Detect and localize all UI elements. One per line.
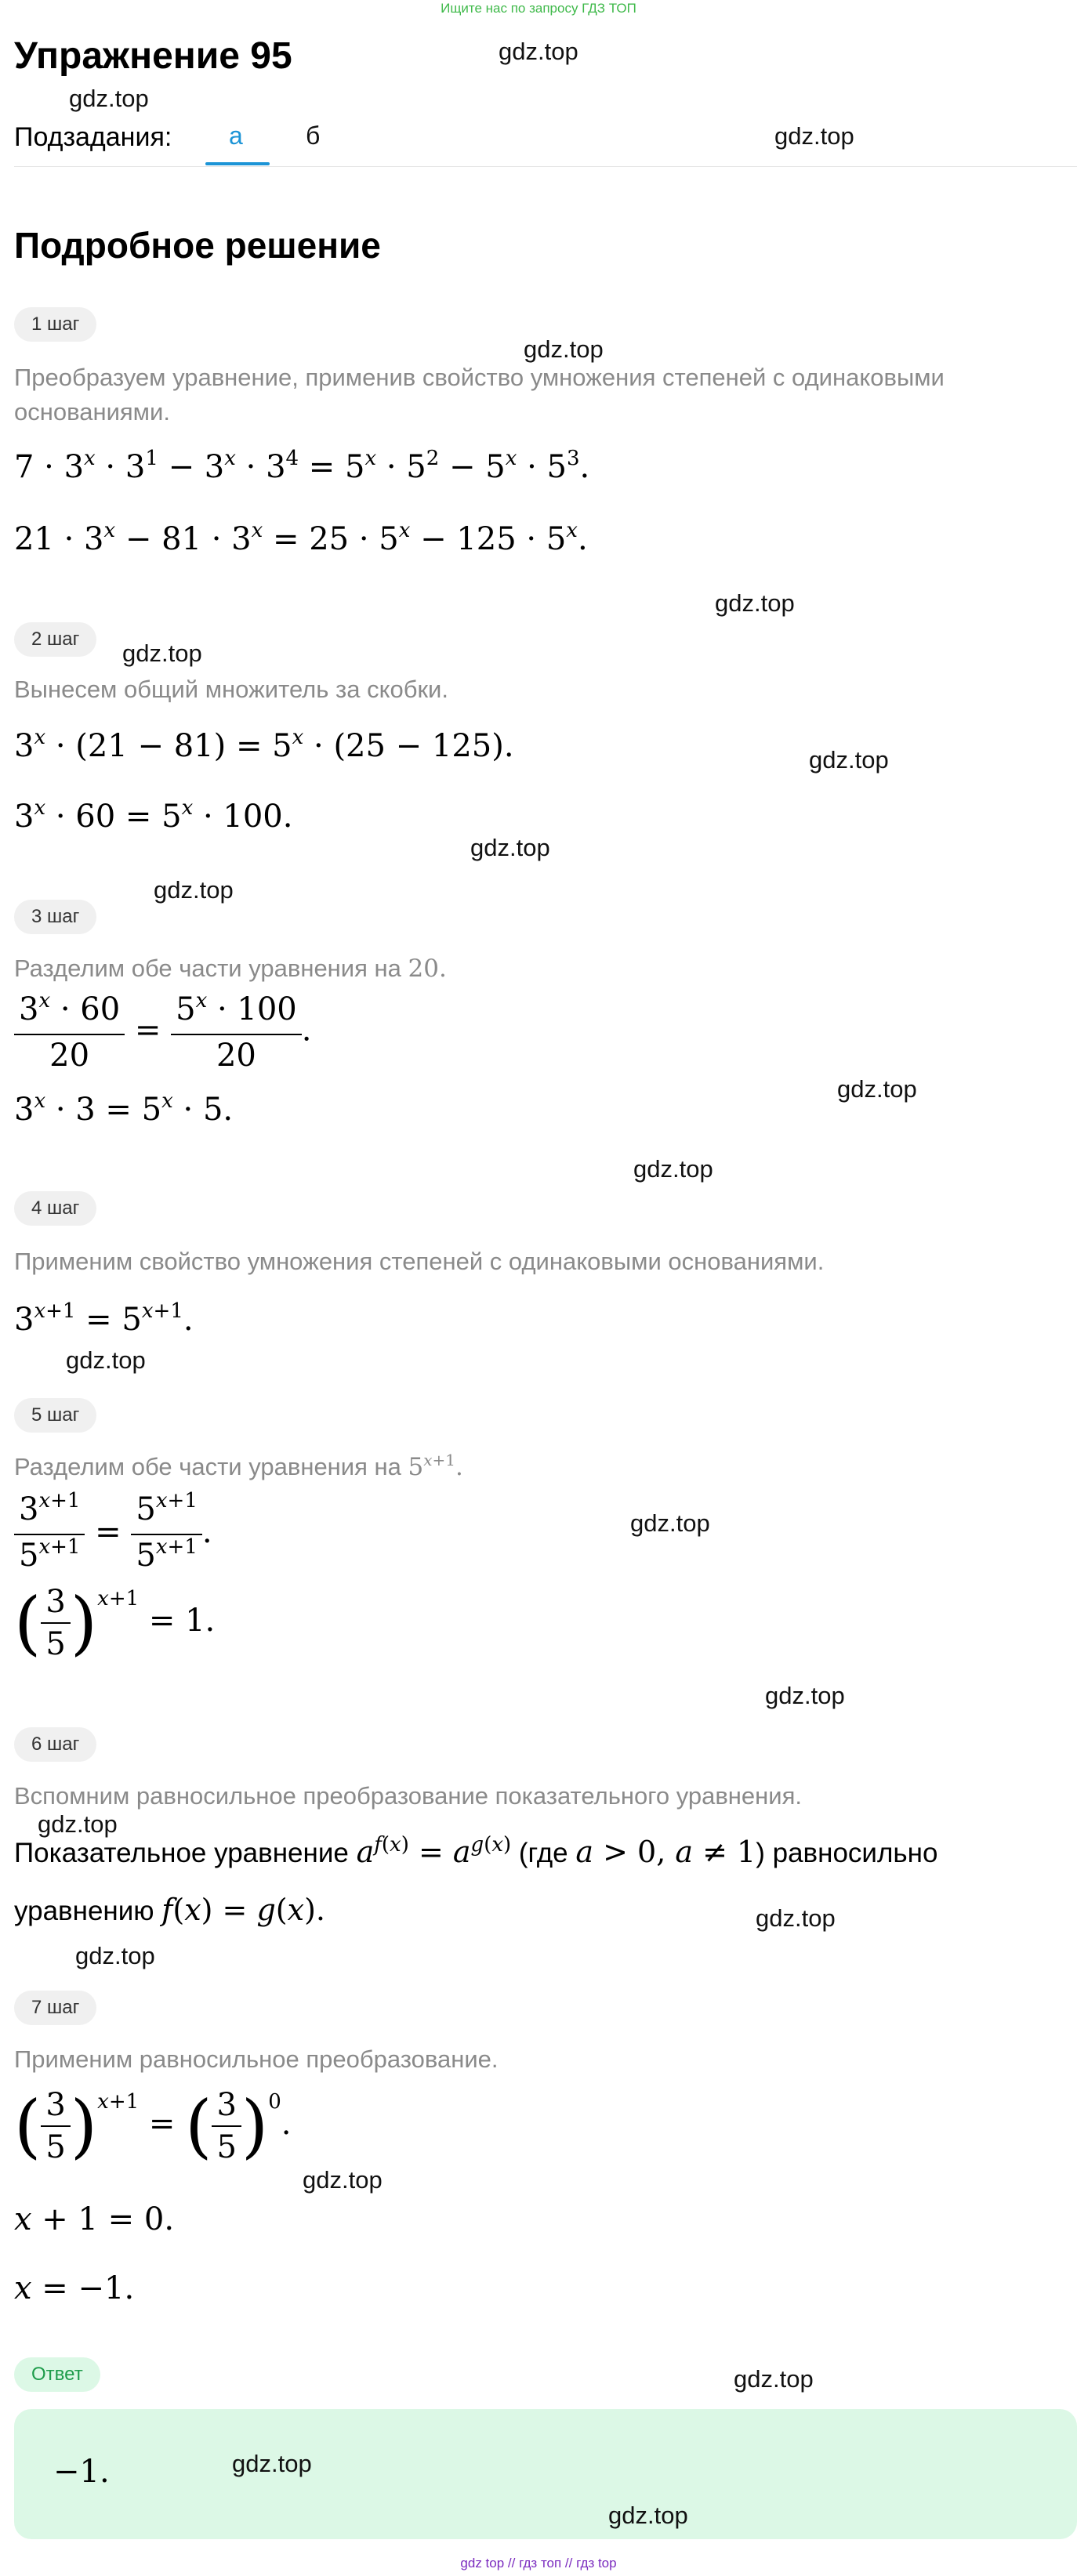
- watermark: gdz.top: [837, 1075, 917, 1103]
- top-banner: Ищите нас по запросу ГДЗ ТОП: [441, 1, 636, 16]
- watermark: gdz.top: [122, 639, 202, 667]
- watermark: gdz.top: [66, 1346, 146, 1374]
- watermark: gdz.top: [765, 1682, 845, 1709]
- step-1-text: Преобразуем уравнение, применив свойство умножения степеней с одинаковыми основаниями.: [14, 364, 945, 426]
- watermark: gdz.top: [232, 2450, 312, 2477]
- step-4-badge: 4 шаг: [14, 1191, 96, 1226]
- step-6-text: Вспомним равносильное преобразование показательного уравнения.: [14, 1782, 802, 1810]
- step-5-badge: 5 шаг: [14, 1398, 96, 1433]
- watermark: gdz.top: [734, 2365, 814, 2393]
- solution-title: Подробное решение: [14, 225, 381, 266]
- watermark: gdz.top: [608, 2502, 688, 2529]
- watermark: gdz.top: [774, 122, 854, 150]
- step-7-equation-2: x + 1 = 0.: [14, 2201, 175, 2237]
- watermark: gdz.top: [715, 589, 795, 617]
- step-6-badge: 6 шаг: [14, 1727, 96, 1762]
- watermark: gdz.top: [756, 1904, 836, 1932]
- watermark: gdz.top: [809, 746, 889, 774]
- step-3-equation-2: $3^x \cdot 3 = 5^x \cdot 5$.: [14, 1089, 234, 1128]
- watermark: gdz.top: [470, 834, 550, 861]
- watermark: gdz.top: [154, 876, 234, 904]
- watermark: gdz.top: [524, 335, 604, 363]
- step-5-equation-2: ( $\frac{3}{5}$ )$^{x+1}$ = 1.: [14, 1582, 216, 1663]
- watermark: gdz.top: [303, 2166, 383, 2194]
- watermark: gdz.top: [69, 85, 149, 112]
- active-tab-indicator: [205, 162, 270, 165]
- step-7-equation-3: x = −1.: [14, 2270, 135, 2306]
- step-3-badge: 3 шаг: [14, 900, 96, 934]
- watermark: gdz.top: [499, 38, 578, 65]
- step-1-equation-1: $7 \cdot 3^x \cdot 3^1 - 3^x \cdot 3^4 = 5^x \cdot 5^2 - 5^x \cdot 5^3$.: [14, 447, 590, 485]
- step-6-rule-line-2: уравнению f(x) = g(x).: [14, 1893, 325, 1927]
- step-2-equation-2: $3^x \cdot 60 = 5^x \cdot 100$.: [14, 796, 293, 835]
- step-5-equation-1: $\frac{3^{x+1}}{5^{x+1}}$ = $\frac{5^{x+1}}{5^{x+1}}$ .: [14, 1489, 212, 1580]
- tab-subtask-b[interactable]: б: [306, 121, 321, 150]
- step-2-equation-1: $3^x \cdot (21 - 81) = 5^x \cdot (25 - 125)$.: [14, 726, 514, 764]
- step-2-text: Вынесем общий множитель за скобки.: [14, 676, 448, 703]
- step-6-rule-line-1: Показательное уравнение $a^{f(x)} = a^{g(x)}$ (где a > 0, a ≠ 1) равносильно: [14, 1833, 938, 1869]
- step-3-text: Разделим обе части уравнения на 20.: [14, 955, 447, 983]
- step-4-equation: $3^{x+1} = 5^{x+1}$.: [14, 1299, 194, 1338]
- step-2-badge: 2 шаг: [14, 622, 96, 657]
- step-1-equation-2: $21 \cdot 3^x - 81 \cdot 3^x = 25 \cdot 5^x - 125 \cdot 5^x$.: [14, 519, 588, 557]
- step-3-equation-1: $\frac{3^x \cdot 60}{20}$ = $\frac{5^x \cdot 100}{20}$ .: [14, 989, 311, 1076]
- answer-value: −1.: [53, 2454, 110, 2490]
- tabs-divider: [14, 166, 1077, 167]
- footer-links[interactable]: gdz top // гдз топ // гдз top: [460, 2556, 617, 2571]
- step-5-text: Разделим обе части уравнения на $5^{x+1}$.: [14, 1451, 463, 1481]
- page-title: Упражнение 95: [14, 35, 292, 77]
- answer-box: [14, 2409, 1077, 2539]
- step-4-text: Применим свойство умножения степеней с одинаковыми основаниями.: [14, 1248, 825, 1275]
- subtasks-label: Подзадания:: [14, 122, 172, 152]
- watermark: gdz.top: [75, 1942, 155, 1969]
- step-7-badge: 7 шаг: [14, 1991, 96, 2025]
- answer-badge: Ответ: [14, 2357, 100, 2392]
- watermark: gdz.top: [38, 1810, 118, 1838]
- step-7-equation-1: ( $\frac{3}{5}$ )$^{x+1}$ = ( $\frac{3}{5}$ )$^0$.: [14, 2085, 292, 2166]
- tab-subtask-a[interactable]: а: [229, 121, 243, 150]
- watermark: gdz.top: [633, 1155, 713, 1183]
- step-1-badge: 1 шаг: [14, 307, 96, 342]
- watermark: gdz.top: [630, 1509, 710, 1537]
- step-7-text: Применим равносильное преобразование.: [14, 2045, 499, 2073]
